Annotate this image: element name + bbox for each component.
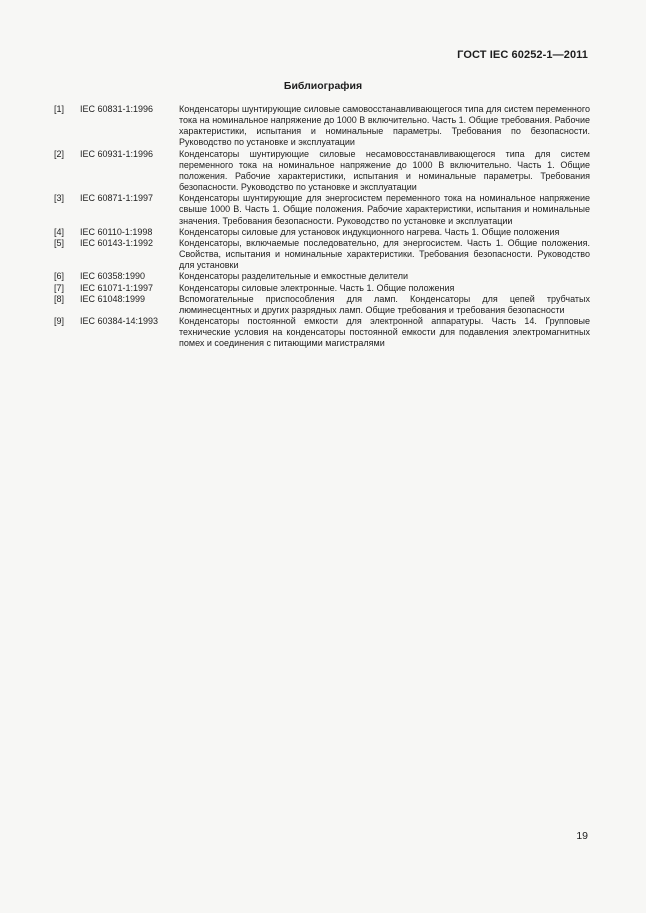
entry-standard: IEC 60358:1990 xyxy=(80,271,146,282)
entry-description: Конденсаторы силовые для установок индукционного нагрева. Часть 1. Общие положения xyxy=(179,226,560,237)
page-number: 19 xyxy=(576,830,588,842)
entry-number: [5] xyxy=(54,237,65,248)
entry-description: Вспомогательные приспособления для ламп. Конденсаторы для цепей трубчатых люминесцентных и других разрядных ламп. Общие требования и требования безопасности xyxy=(179,293,590,315)
entry-standard: IEC 61048:1999 xyxy=(80,293,146,304)
entry-standard: IEC 60871-1:1997 xyxy=(80,193,154,204)
bibliography-entry xyxy=(54,294,590,316)
entry-number: [1] xyxy=(54,104,65,114)
entry-description: Конденсаторы шунтирующие силовые самовосстанавливающегося типа для систем переменного тока на номинальное напряжение до 1000 В включительно. Часть 1. Общие требования. Рабочие характеристики, испытания и номинальные параметры. Требования по безопасности. Руководство по установке и эксплуатации xyxy=(179,104,590,148)
entry-number: [4] xyxy=(54,226,65,237)
entry-description: Конденсаторы силовые электронные. Часть 1. Общие положения xyxy=(179,282,455,293)
entry-standard: IEC 60143-1:1992 xyxy=(80,237,154,248)
entry-number: [7] xyxy=(54,282,65,293)
bibliography-entry xyxy=(54,227,590,238)
entry-number: [8] xyxy=(54,293,65,304)
entry-standard: IEC 60110-1:1998 xyxy=(80,226,153,237)
bibliography-entry xyxy=(54,149,590,194)
entry-standard: IEC 60831-1:1996 xyxy=(80,104,154,114)
entry-number: [6] xyxy=(54,271,65,282)
entry-description: Конденсаторы разделительные и емкостные делители xyxy=(179,271,409,282)
entry-description: Конденсаторы шунтирующие для энергосистем переменного тока на номинальное напряжение свыше 1000 В. Часть 1. Общие положения. Рабочие характеристики, испытания и номинальные значения. Требования безопасности. Руководство по установке и эксплуатации xyxy=(179,193,590,226)
entry-number: [3] xyxy=(54,193,65,204)
bibliography-list xyxy=(54,104,590,349)
entry-description: Конденсаторы постоянной емкости для электронной аппаратуры. Часть 14. Групповые технические условия на конденсаторы постоянной емкости для подавления электромагнитных помех и соединения с питающими магистралями xyxy=(179,315,590,349)
bibliography-entry xyxy=(54,104,590,149)
entry-description: Конденсаторы шунтирующие силовые несамовосстанавливающегося типа для систем переменного тока на номинальное напряжение до 1000 В включительно. Часть 1. Общие положения. Рабочие характеристики, испытания и номинальные параметры. Требования безопасности. Руководство по установке и эксплуатации xyxy=(179,148,590,193)
entry-standard: IEC 60931-1:1996 xyxy=(80,148,154,159)
entry-standard: IEC 61071-1:1997 xyxy=(80,282,154,293)
entry-number: [2] xyxy=(54,148,65,159)
bibliography-entry xyxy=(54,271,590,282)
entry-standard: IEC 60384-14:1993 xyxy=(80,315,159,326)
bibliography-entry xyxy=(54,283,590,294)
bibliography-entry xyxy=(54,238,590,271)
bibliography-entry xyxy=(54,316,590,349)
document-code: ГОСТ IEC 60252-1—2011 xyxy=(457,49,588,61)
bibliography-entry xyxy=(54,193,590,226)
entry-description: Конденсаторы, включаемые последовательно, для энергосистем. Часть 1. Общие положения. Свойства, испытания и номинальные характеристики. Требования безопасности. Руководство для установки xyxy=(179,237,590,271)
section-title: Библиография xyxy=(283,80,363,92)
entry-number: [9] xyxy=(54,315,65,326)
